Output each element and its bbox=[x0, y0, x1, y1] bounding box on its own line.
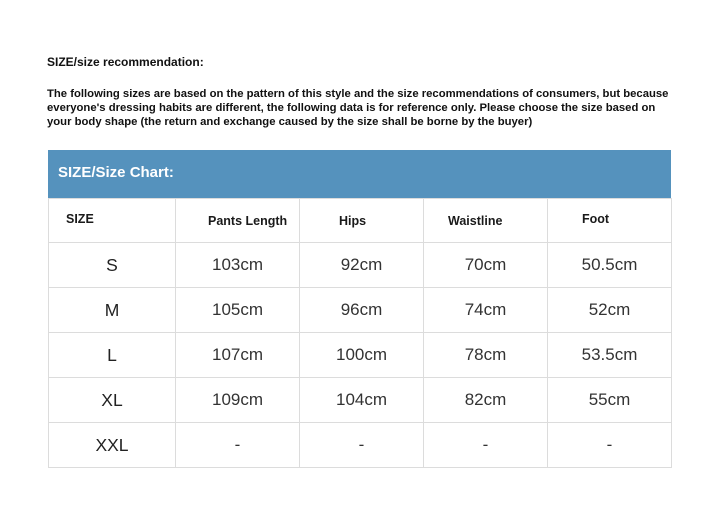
hips-cell: 100cm bbox=[300, 333, 424, 378]
table-row bbox=[49, 333, 672, 378]
size-chart-title: SIZE/Size Chart: bbox=[48, 150, 671, 198]
size-cell: L bbox=[49, 333, 176, 378]
hips-cell: 96cm bbox=[300, 288, 424, 333]
column-header-size: SIZE bbox=[49, 199, 176, 243]
pants-length-cell: 105cm bbox=[176, 288, 300, 333]
table-row bbox=[49, 288, 672, 333]
table-header-row bbox=[49, 199, 672, 243]
column-header-foot: Foot bbox=[548, 199, 672, 243]
foot-cell: 55cm bbox=[548, 378, 672, 423]
size-cell: S bbox=[49, 243, 176, 288]
table-row bbox=[49, 423, 672, 468]
foot-cell: - bbox=[548, 423, 672, 468]
pants-length-cell: 109cm bbox=[176, 378, 300, 423]
size-chart bbox=[48, 150, 671, 468]
pants-length-cell: 103cm bbox=[176, 243, 300, 288]
size-cell: XXL bbox=[49, 423, 176, 468]
intro-paragraph: The following sizes are based on the pattern of this style and the size recommendations of consumers, but because everyone's dressing habits are different, the following data is for reference only. Please choose the size based on your body shape (the return and exchange caused by the size shall be borne by the buyer) bbox=[47, 88, 669, 128]
size-table bbox=[48, 198, 672, 468]
hips-cell: - bbox=[300, 423, 424, 468]
waistline-cell: 82cm bbox=[424, 378, 548, 423]
waistline-cell: 78cm bbox=[424, 333, 548, 378]
pants-length-cell: - bbox=[176, 423, 300, 468]
page-heading: SIZE/size recommendation: bbox=[47, 55, 204, 69]
column-header-waistline: Waistline bbox=[424, 199, 548, 243]
table-row bbox=[49, 243, 672, 288]
column-header-hips: Hips bbox=[300, 199, 424, 243]
pants-length-cell: 107cm bbox=[176, 333, 300, 378]
foot-cell: 52cm bbox=[548, 288, 672, 333]
hips-cell: 104cm bbox=[300, 378, 424, 423]
size-cell: M bbox=[49, 288, 176, 333]
hips-cell: 92cm bbox=[300, 243, 424, 288]
waistline-cell: 74cm bbox=[424, 288, 548, 333]
foot-cell: 50.5cm bbox=[548, 243, 672, 288]
column-header-pants-length: Pants Length bbox=[176, 199, 300, 243]
size-cell: XL bbox=[49, 378, 176, 423]
table-row bbox=[49, 378, 672, 423]
waistline-cell: - bbox=[424, 423, 548, 468]
waistline-cell: 70cm bbox=[424, 243, 548, 288]
foot-cell: 53.5cm bbox=[548, 333, 672, 378]
